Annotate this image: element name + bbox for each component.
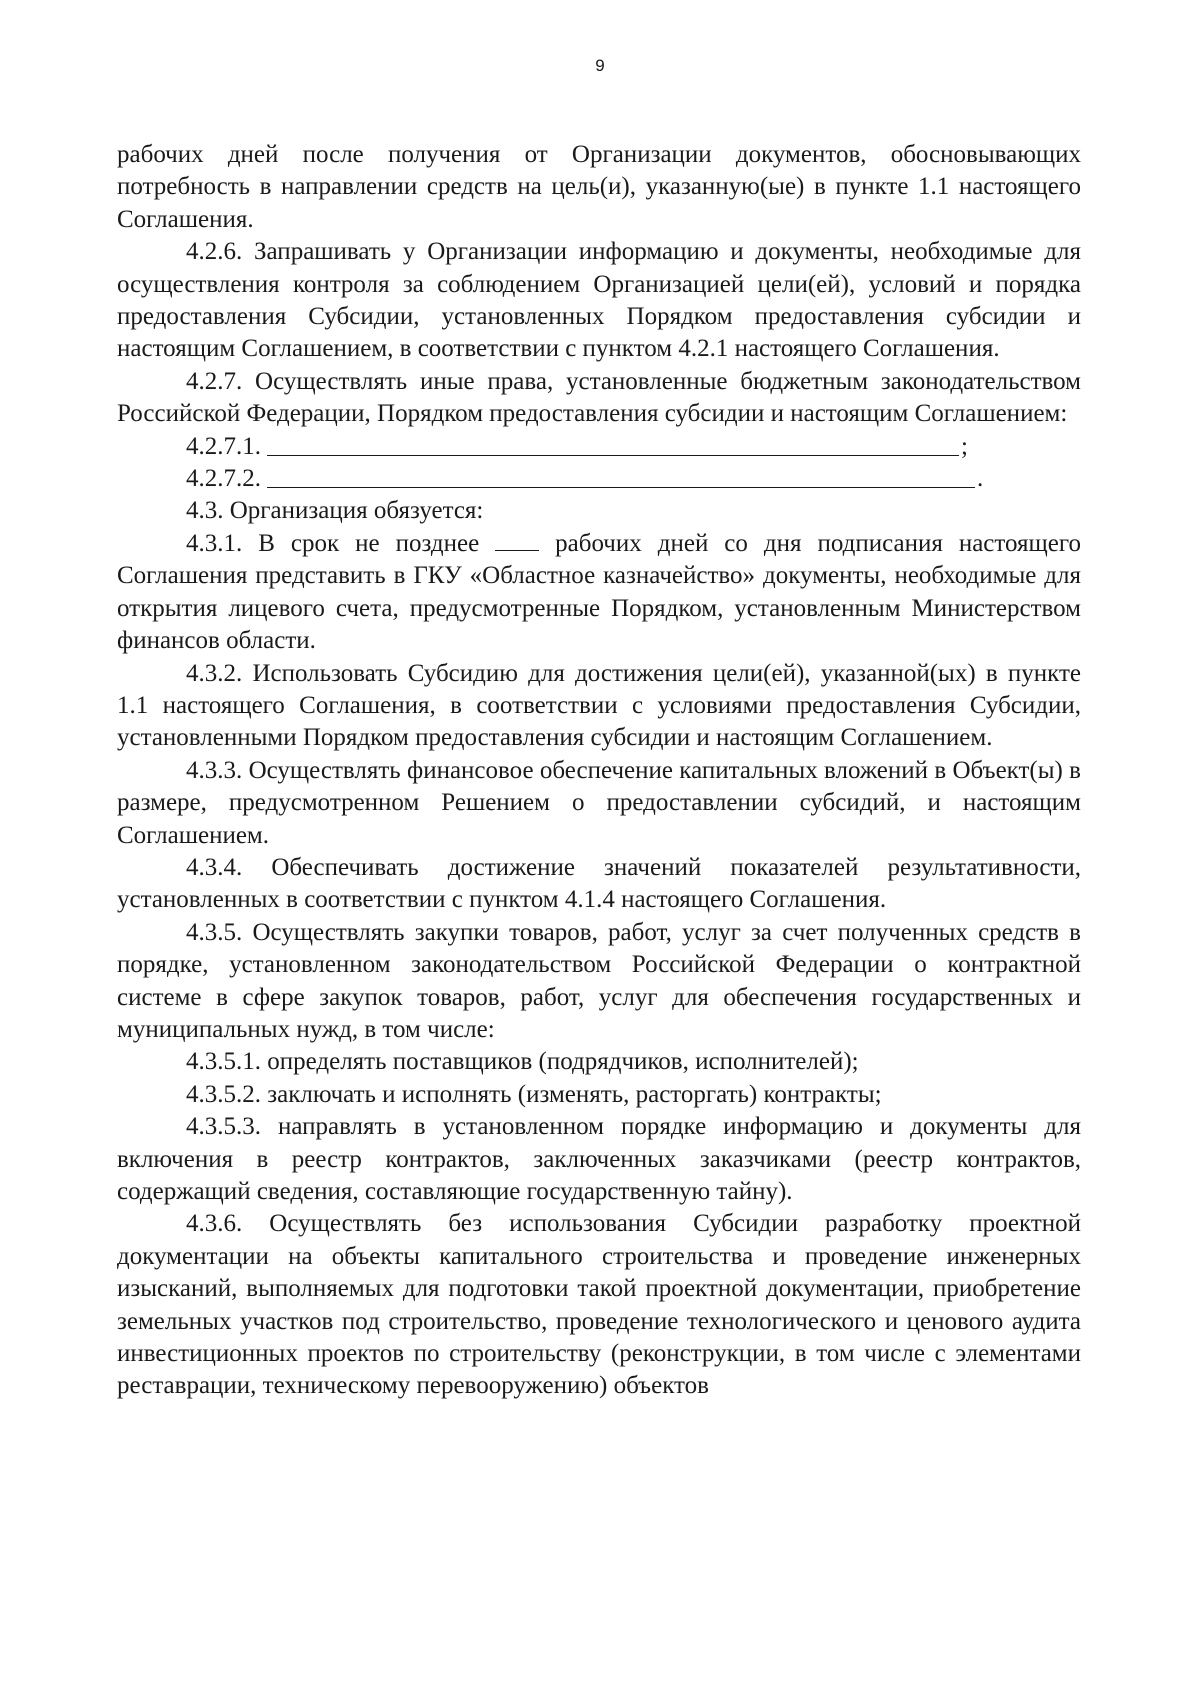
paragraph: 4.3.5.2. заключать и исполнять (изменять, расторгать) контракты; [186, 1080, 882, 1108]
paragraph: 4.3.5. Осуществлять закупки товаров, работ, услуг за счет полученных средств в порядке, установленном законодательством Российской Федерации о контрактной системе в сфере закупок товаров, работ, услуг для обеспечения государственных и муниципальных нужд, в том числе: [117, 918, 1081, 1043]
fill-in-end-mark: . [977, 465, 984, 493]
paragraph: 4.3.5.1. определять поставщиков (подрядчиков, исполнителей); [186, 1048, 859, 1076]
paragraph: 4.3.4. Обеспечивать достижение значений показателей результативности, установленных в соответствии с пунктом 4.1.4 настоящего Соглашения. [117, 853, 1081, 914]
paragraph-text: рабочих дней со дня подписания настоящего Соглашения представить в ГКУ «Областное казначейство» документы, необходимые для открытия лицевого счета, предусмотренные Порядком, установленным Министерством финансов области. [117, 529, 1081, 655]
paragraph: 4.3.2. Использовать Субсидию для достижения цели(ей), указанной(ых) в пункте 1.1 настоящего Соглашения, в соответствии с условиями предоставления Субсидии, установленными Порядком предоставления субсидии и настоящим Соглашением. [117, 659, 1081, 752]
fill-in-line [117, 431, 1081, 463]
paragraph: 4.3.3. Осуществлять финансовое обеспечение капитальных вложений в Объект(ы) в размере, предусмотренном Решением о предоставлении субсидий, и настоящим Соглашением. [117, 756, 1081, 849]
fill-in-blank [267, 455, 959, 456]
paragraph: 4.2.7. Осуществлять иные права, установленные бюджетным законодательством Российской Федерации, Порядком предоставления субсидии и настоящим Соглашением: [117, 367, 1081, 428]
paragraph: 4.2.6. Запрашивать у Организации информацию и документы, необходимые для осуществления контроля за соблюдением Организацией цели(ей), условий и порядка предоставления Субсидии, установленных Порядком предоставления субсидии и настоящим Соглашением, в соответствии с пунктом 4.2.1 настоящего Соглашения. [117, 238, 1081, 363]
fill-in-end-mark: ; [961, 432, 968, 460]
days-count-blank [495, 530, 539, 551]
paragraph: рабочих дней после получения от Организации документов, обосновывающих потребность в направлении средств на цель(и), указанную(ые) в пункте 1.1 настоящего Соглашения. [117, 141, 1081, 233]
paragraph: 4.3.5.3. направлять в установленном порядке информацию и документы для включения в реестр контрактов, заключенных заказчиками (реестр контрактов, содержащий сведения, составляющие государственную тайну). [117, 1113, 1081, 1205]
fill-in-line [117, 463, 1081, 495]
paragraph [117, 528, 1081, 658]
fill-in-label: 4.2.7.1. [186, 432, 261, 460]
document-body [117, 139, 1081, 1403]
paragraph-text: 4.3.1. В срок не позднее [186, 529, 480, 557]
page-number: 9 [595, 56, 605, 75]
fill-in-blank [267, 487, 975, 488]
paragraph: 4.3.6. Осуществлять без использования Субсидии разработку проектной документации на объекты капитального строительства и проведение инженерных изысканий, выполняемых для подготовки такой проектной документации, приобретение земельных участков под строительство, проведение технологического и ценового аудита инвестиционных проектов по строительству (реконструкции, в том числе с элементами реставрации, техническому перевооружению) объектов [117, 1210, 1081, 1400]
paragraph: 4.3. Организация обязуется: [186, 497, 484, 525]
fill-in-label: 4.2.7.2. [186, 465, 261, 493]
